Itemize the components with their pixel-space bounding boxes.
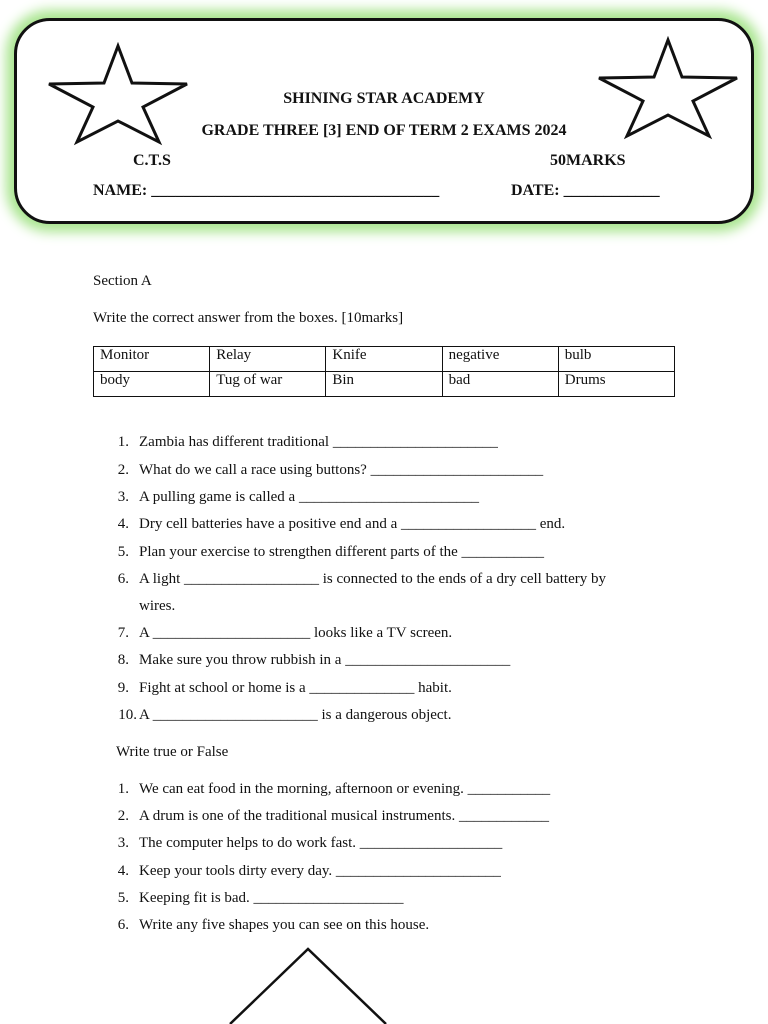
word-cell: Knife: [326, 347, 442, 372]
question-text: A _____________________ looks like a TV screen.: [139, 625, 453, 641]
question-item: [117, 489, 479, 506]
question-text: Fight at school or home is a ______________ habit.: [139, 680, 452, 696]
word-cell: bulb: [558, 347, 674, 372]
marks-label: 50MARKS: [550, 152, 626, 169]
exam-title: GRADE THREE [3] END OF TERM 2 EXAMS 2024: [201, 122, 567, 139]
question-continuation: [139, 598, 175, 615]
question-text: Keep your tools dirty every day. ______________________: [139, 863, 501, 879]
question-number: 5.: [117, 544, 129, 560]
question-number: 4.: [117, 516, 129, 532]
tf-question-item: [117, 890, 404, 907]
question-item: [117, 680, 452, 697]
exam-header: [14, 18, 754, 224]
section-instruction: Write the correct answer from the boxes. [10marks]: [93, 310, 404, 326]
true-false-title: Write true or False: [116, 744, 229, 760]
question-number: 2.: [117, 462, 129, 478]
word-cell: negative: [442, 347, 558, 372]
question-text: A ______________________ is a dangerous object.: [139, 707, 452, 723]
section-title: Section A: [93, 273, 152, 289]
word-box-row: [94, 347, 675, 372]
question-item: [117, 516, 566, 533]
question-item: [118, 707, 452, 724]
question-number: 2.: [117, 808, 129, 824]
question-item: [117, 544, 545, 561]
question-text: The computer helps to do work fast. ___________________: [139, 835, 503, 851]
question-number: 7.: [117, 625, 129, 641]
question-item: [117, 652, 511, 669]
question-text: A drum is one of the traditional musical instruments. ____________: [139, 808, 549, 824]
house-roof-drawing: [220, 944, 400, 1024]
question-number: 1.: [117, 434, 129, 450]
question-number: 9.: [117, 680, 129, 696]
question-text: wires.: [139, 598, 176, 614]
word-cell: bad: [442, 372, 558, 397]
tf-question-item: [117, 808, 549, 825]
question-text: Plan your exercise to strengthen different parts of the ___________: [139, 544, 545, 560]
tf-question-item: [117, 917, 430, 934]
question-text: Make sure you throw rubbish in a ______________________: [139, 652, 511, 668]
word-cell: Relay: [210, 347, 326, 372]
question-item: [117, 434, 498, 451]
question-text: We can eat food in the morning, afternoon or evening. ___________: [139, 781, 551, 797]
question-number: 5.: [117, 890, 129, 906]
word-cell: Monitor: [94, 347, 210, 372]
question-number: 3.: [117, 835, 129, 851]
word-cell: Drums: [558, 372, 674, 397]
question-text: A pulling game is called a ________________________: [139, 489, 479, 505]
question-number: 1.: [117, 781, 129, 797]
question-number: 4.: [117, 863, 129, 879]
question-text: A light __________________ is connected to the ends of a dry cell battery by: [139, 571, 606, 587]
tf-question-item: [117, 835, 503, 852]
question-text: Zambia has different traditional ______________________: [139, 434, 498, 450]
question-number: 8.: [117, 652, 129, 668]
question-text: Dry cell batteries have a positive end and a __________________ end.: [139, 516, 566, 532]
question-number: 3.: [117, 489, 129, 505]
date-field: DATE: ____________: [511, 182, 660, 199]
tf-question-item: [117, 863, 501, 880]
question-number: 10.: [118, 707, 137, 723]
question-item: [117, 462, 544, 479]
name-field: NAME: ____________________________________: [93, 182, 440, 199]
question-text: Write any five shapes you can see on this house.: [139, 917, 430, 933]
tf-question-item: [117, 781, 551, 798]
question-number: 6.: [117, 571, 129, 587]
question-item: [117, 571, 606, 588]
subject-label: C.T.S: [133, 152, 171, 169]
word-cell: Bin: [326, 372, 442, 397]
question-item: [117, 625, 453, 642]
question-text: What do we call a race using buttons? _______________________: [139, 462, 544, 478]
word-box-table: [93, 346, 675, 397]
word-box-row: [94, 372, 675, 397]
school-name: SHINING STAR ACADEMY: [283, 90, 485, 107]
word-cell: Tug of war: [210, 372, 326, 397]
word-cell: body: [94, 372, 210, 397]
question-text: Keeping fit is bad. ____________________: [139, 890, 404, 906]
question-number: 6.: [117, 917, 129, 933]
